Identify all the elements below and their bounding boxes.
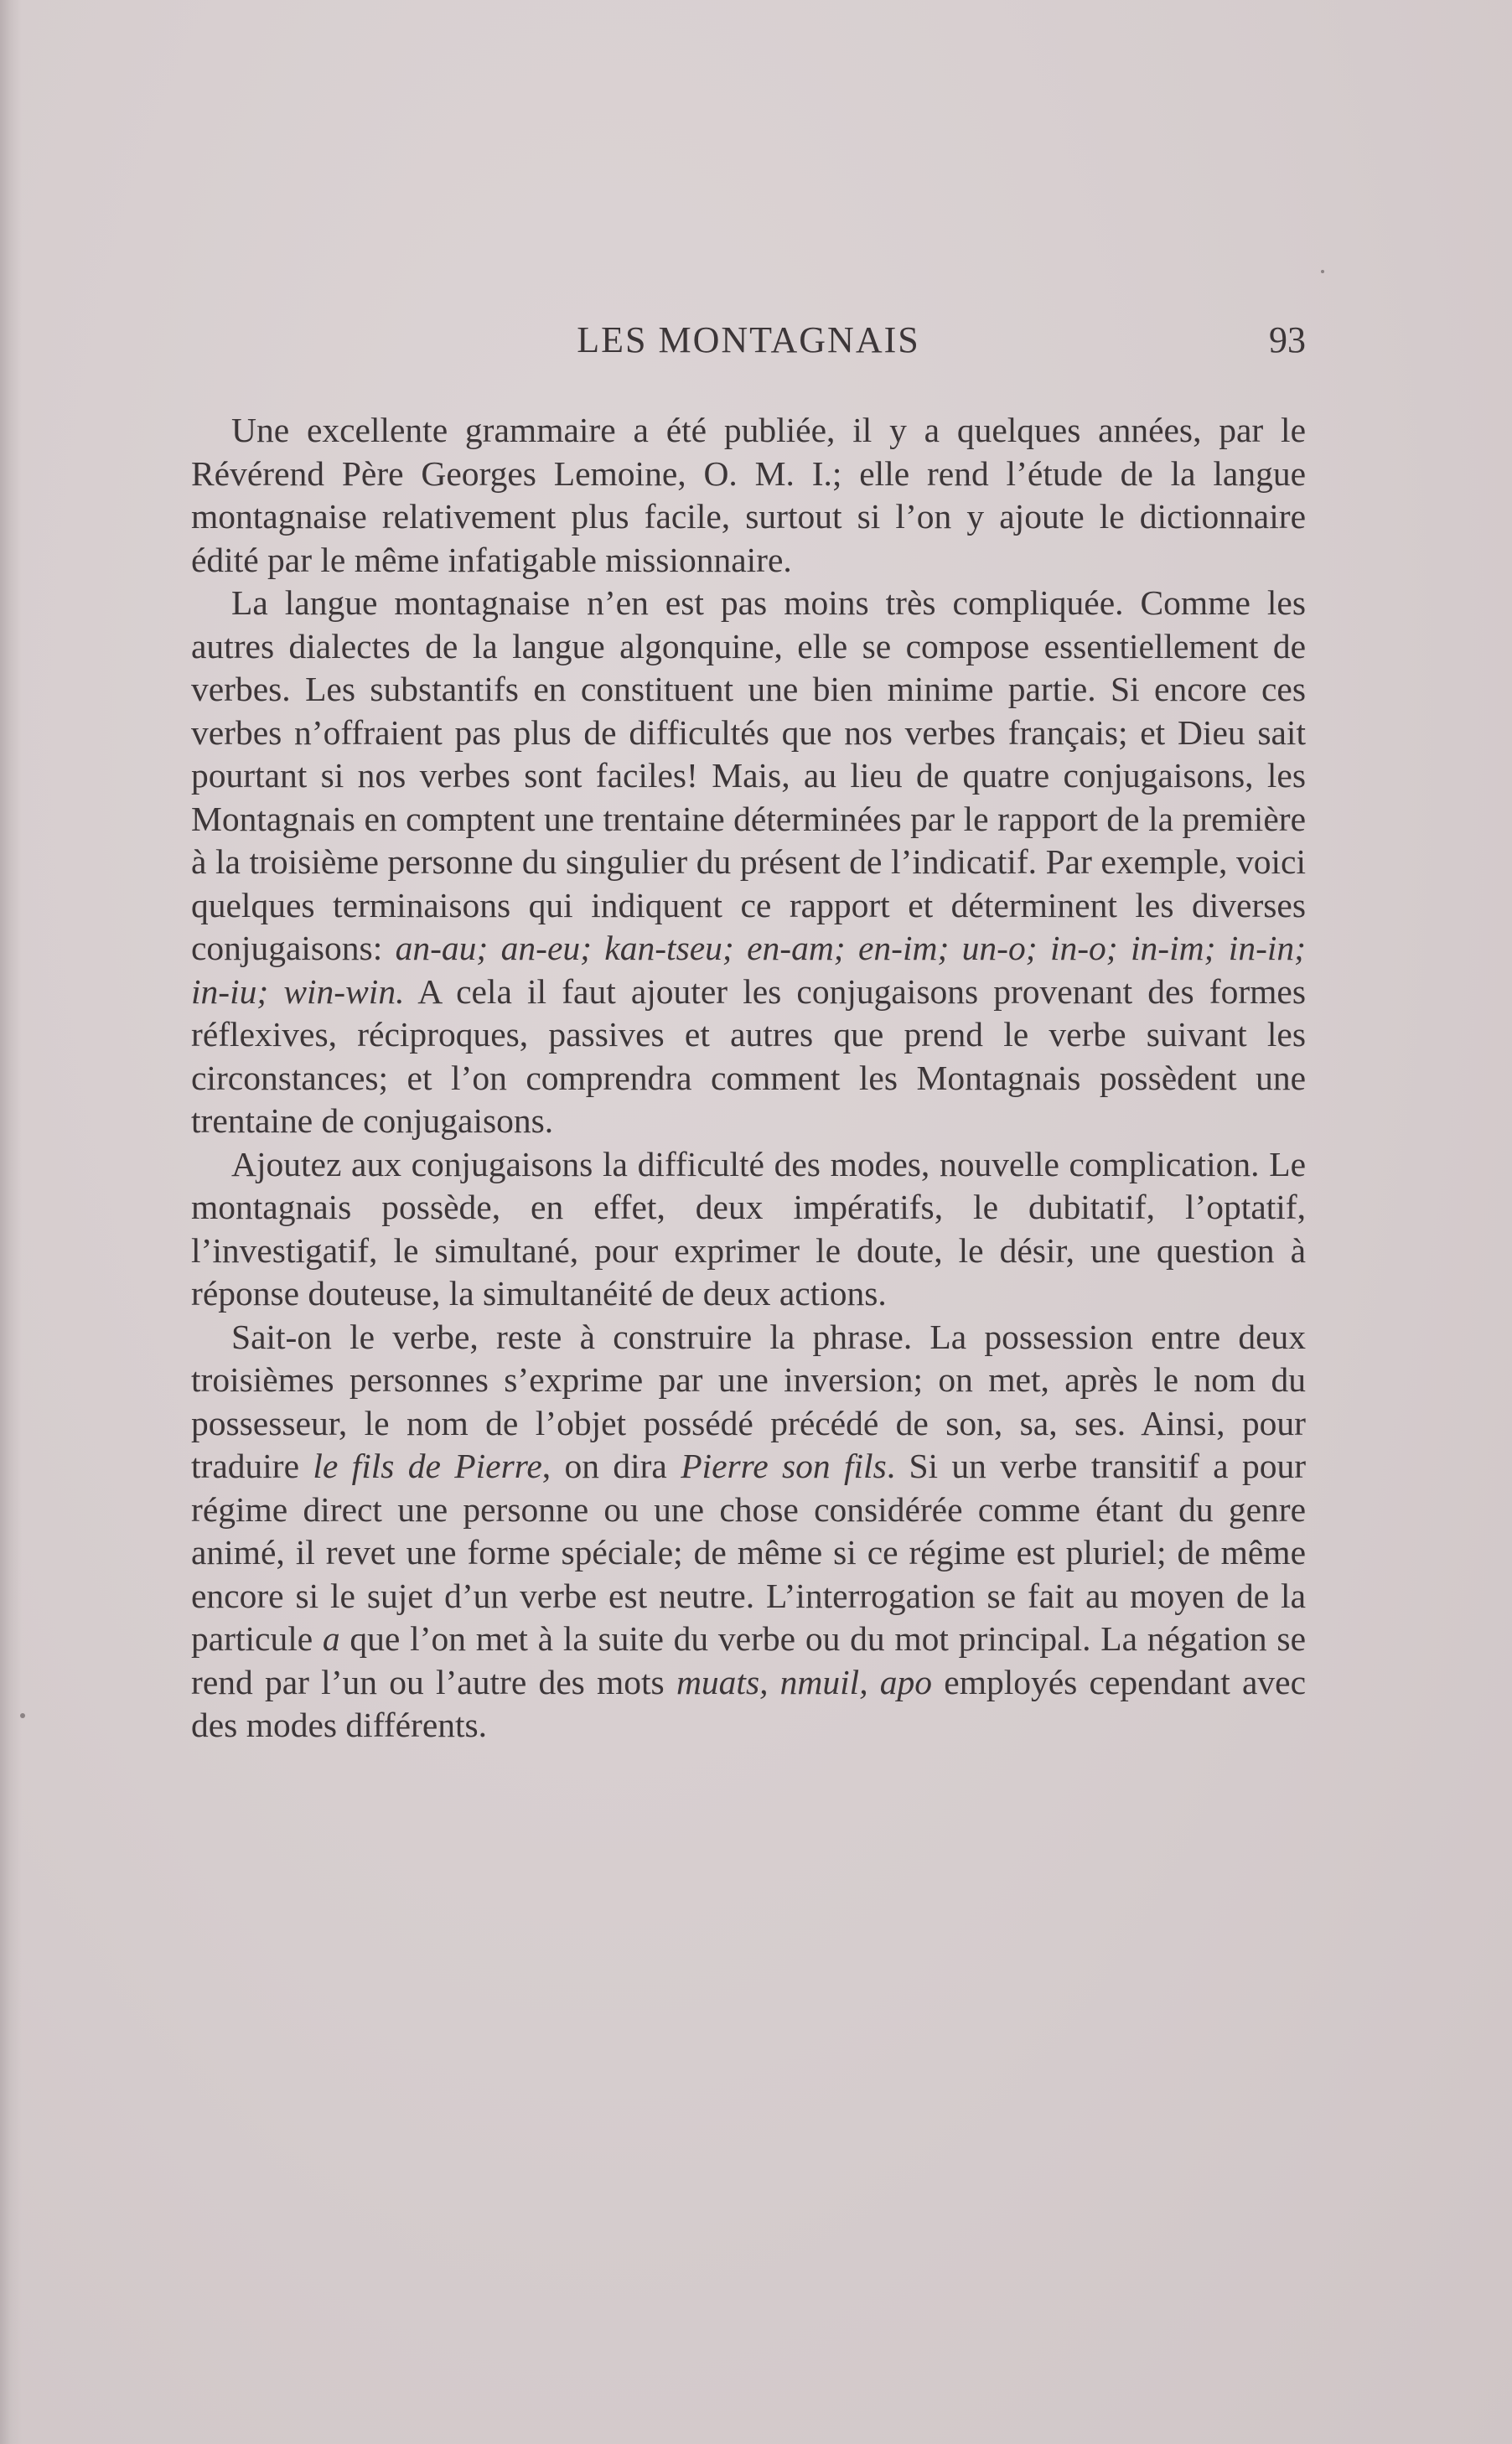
paragraph — [191, 409, 1306, 582]
paragraph — [191, 582, 1306, 1143]
paragraph — [191, 1316, 1306, 1748]
text-run: A cela il faut ajouter les conjugaisons provenant des formes réflexives, réciproques, passives et autres que prend le verbe suivant les circonstances; et l’on comprendra comment les Montagnais possèdent une trentaine de conjugaisons. — [191, 971, 1306, 1140]
text-run: employés cependant avec des modes différents. — [191, 1662, 1306, 1744]
running-title: LES MONTAGNAIS — [577, 319, 920, 360]
italic-text: le fils de Pierre — [313, 1447, 542, 1485]
text-run: que l’on met à la suite du verbe ou du mot principal. La négation se rend par l’un ou l’autre des mots — [191, 1619, 1306, 1701]
text-run: Ajoutez aux conjugaisons la difficulté des modes, nouvelle complication. Le montagnais possède, en effet, deux impératifs, le dubitatif, l’optatif, l’investigatif, le simultané, pour exprimer le doute, le désir, une question à réponse douteuse, la simultanéité de deux actions. — [191, 1144, 1306, 1313]
paragraph — [191, 1143, 1306, 1316]
italic-text: Pierre son fils — [681, 1447, 887, 1485]
text-run: . Si un verbe transitif a pour régime direct une personne ou une chose considérée comme étant du genre animé, il revet une forme spéciale; de même si ce régime est pluriel; de même encore si le sujet d’un verbe est neutre. L’interrogation se fait au moyen de la particule — [191, 1447, 1307, 1658]
text-run: La langue montagnaise n’en est pas moins très compliquée. Comme les autres dialectes de la langue algonquine, elle se compose essentiellement de verbes. Les substantifs en constituent une bien minime partie. Si encore ces verbes n’offraient pas plus de difficultés que nos verbes français; et Dieu sait pourtant si nos verbes sont faciles! Mais, au lieu de quatre conjugaisons, les Montagnais en comptent une trentaine déterminées par le rapport de la première à la troisième personne du singulier du présent de l’indicatif. Par exemple, voici quelques terminaisons qui indiquent ce rapport et déterminent les diverses conjugaisons: — [191, 583, 1306, 967]
body-text — [191, 409, 1306, 1748]
book-page — [191, 318, 1306, 1748]
text-run: Sait-on le verbe, reste à construire la phrase. La possession entre deux troisièmes personnes s’exprime par une inversion; on met, après le nom du possesseur, le nom de l’objet possédé précédé de son, sa, ses. Ainsi, pour traduire — [191, 1317, 1306, 1485]
paper-speck — [20, 1713, 25, 1718]
page-edge-shadow — [0, 0, 22, 2444]
italic-text: an-au; an-eu; kan-tseu; en-am; en-im; un-o; in-o; in-im; in-in; in-iu; win-win. — [191, 929, 1306, 1011]
text-run: , on dira — [541, 1447, 681, 1485]
running-head — [191, 318, 1306, 369]
page-number: 93 — [1269, 319, 1306, 360]
paper-speck — [1321, 270, 1324, 273]
text-run: Une excellente grammaire a été publiée, il y a quelques années, par le Révérend Père Georges Lemoine, O. M. I.; elle rend l’étude de la langue montagnaise relativement plus facile, surtout si l’on y ajoute le dictionnaire édité par le même infatigable missionnaire. — [191, 411, 1306, 579]
italic-text: a — [322, 1619, 340, 1658]
italic-text: muats, nmuil, apo — [676, 1662, 933, 1701]
